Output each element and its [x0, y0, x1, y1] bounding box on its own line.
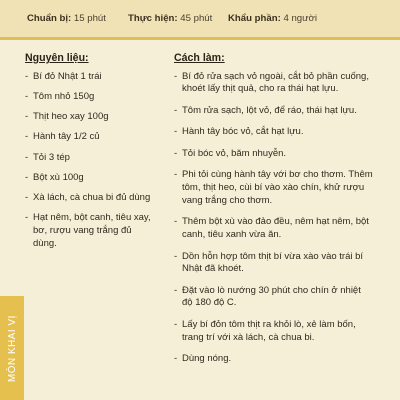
- method-step: - Dồn hỗn hợp tôm thịt bí vừa xào vào trái bí Nhật đã khoét.: [174, 251, 374, 276]
- ingredient-item: - Hạt nêm, bột canh, tiêu xay, bơ, rượu vang trắng đủ dùng.: [25, 212, 151, 250]
- method-step: - Đặt vào lò nướng 30 phút cho chín ở nhiệt độ 180 độ C.: [174, 285, 374, 310]
- ingredient-item: - Xà lách, cà chua bi đủ dùng: [25, 192, 151, 205]
- cook-time-value: 45 phút: [180, 13, 213, 24]
- method-step: - Tỏi bóc vỏ, băm nhuyễn.: [174, 148, 374, 161]
- prep-time-label: Chuẩn bị:: [27, 13, 72, 24]
- ingredient-item: - Bí đỏ Nhật 1 trái: [25, 71, 151, 84]
- section-side-label: [3, 296, 23, 400]
- prep-time: [27, 13, 106, 24]
- ingredients-section: [25, 52, 151, 258]
- method-step: - Phi tỏi cùng hành tây với bơ cho thơm. Thêm tôm, thịt heo, cùi bí vào xào chín, khử rượu vang trắng cho thơm.: [174, 169, 374, 207]
- ingredient-item: - Tỏi 3 tép: [25, 152, 151, 165]
- ingredient-item: - Hành tây 1/2 củ: [25, 131, 151, 144]
- cook-time-label: Thực hiện:: [128, 13, 178, 24]
- method-step: - Dùng nóng.: [174, 353, 374, 366]
- method-step: - Tôm rửa sạch, lột vỏ, để ráo, thái hạt lựu.: [174, 105, 374, 118]
- ingredient-item: - Bột xù 100g: [25, 172, 151, 185]
- method-steps-list: [174, 71, 374, 366]
- cook-time: [128, 13, 212, 24]
- method-step: - Thêm bột xù vào đảo đều, nêm hạt nêm, bột canh, tiêu xanh vừa ăn.: [174, 216, 374, 241]
- servings: [228, 13, 317, 24]
- method-step: - Lấy bí đỏn tôm thịt ra khỏi lò, xẻ làm bốn, trang trí với xà lách, cà chua bi.: [174, 319, 374, 344]
- servings-label: Khẩu phần:: [228, 13, 281, 24]
- ingredients-title: Nguyên liệu:: [25, 52, 89, 64]
- ingredient-item: - Tôm nhỏ 150g: [25, 91, 151, 104]
- method-step: - Hành tây bóc vỏ, cắt hạt lựu.: [174, 126, 374, 139]
- method-section: [174, 52, 374, 375]
- servings-value: 4 người: [283, 13, 317, 24]
- ingredients-list: [25, 71, 151, 251]
- method-step: - Bí đỏ rửa sạch vỏ ngoài, cắt bỏ phần cuống, khoét lấy thịt quả, cho ra thái hạt lựu.: [174, 71, 374, 96]
- section-side-label-text: MÓN KHAI VỊ: [7, 314, 19, 382]
- header-divider-stripe: [0, 37, 400, 40]
- ingredient-item: - Thịt heo xay 100g: [25, 111, 151, 124]
- prep-time-value: 15 phút: [73, 13, 106, 24]
- method-title: Cách làm:: [174, 52, 225, 64]
